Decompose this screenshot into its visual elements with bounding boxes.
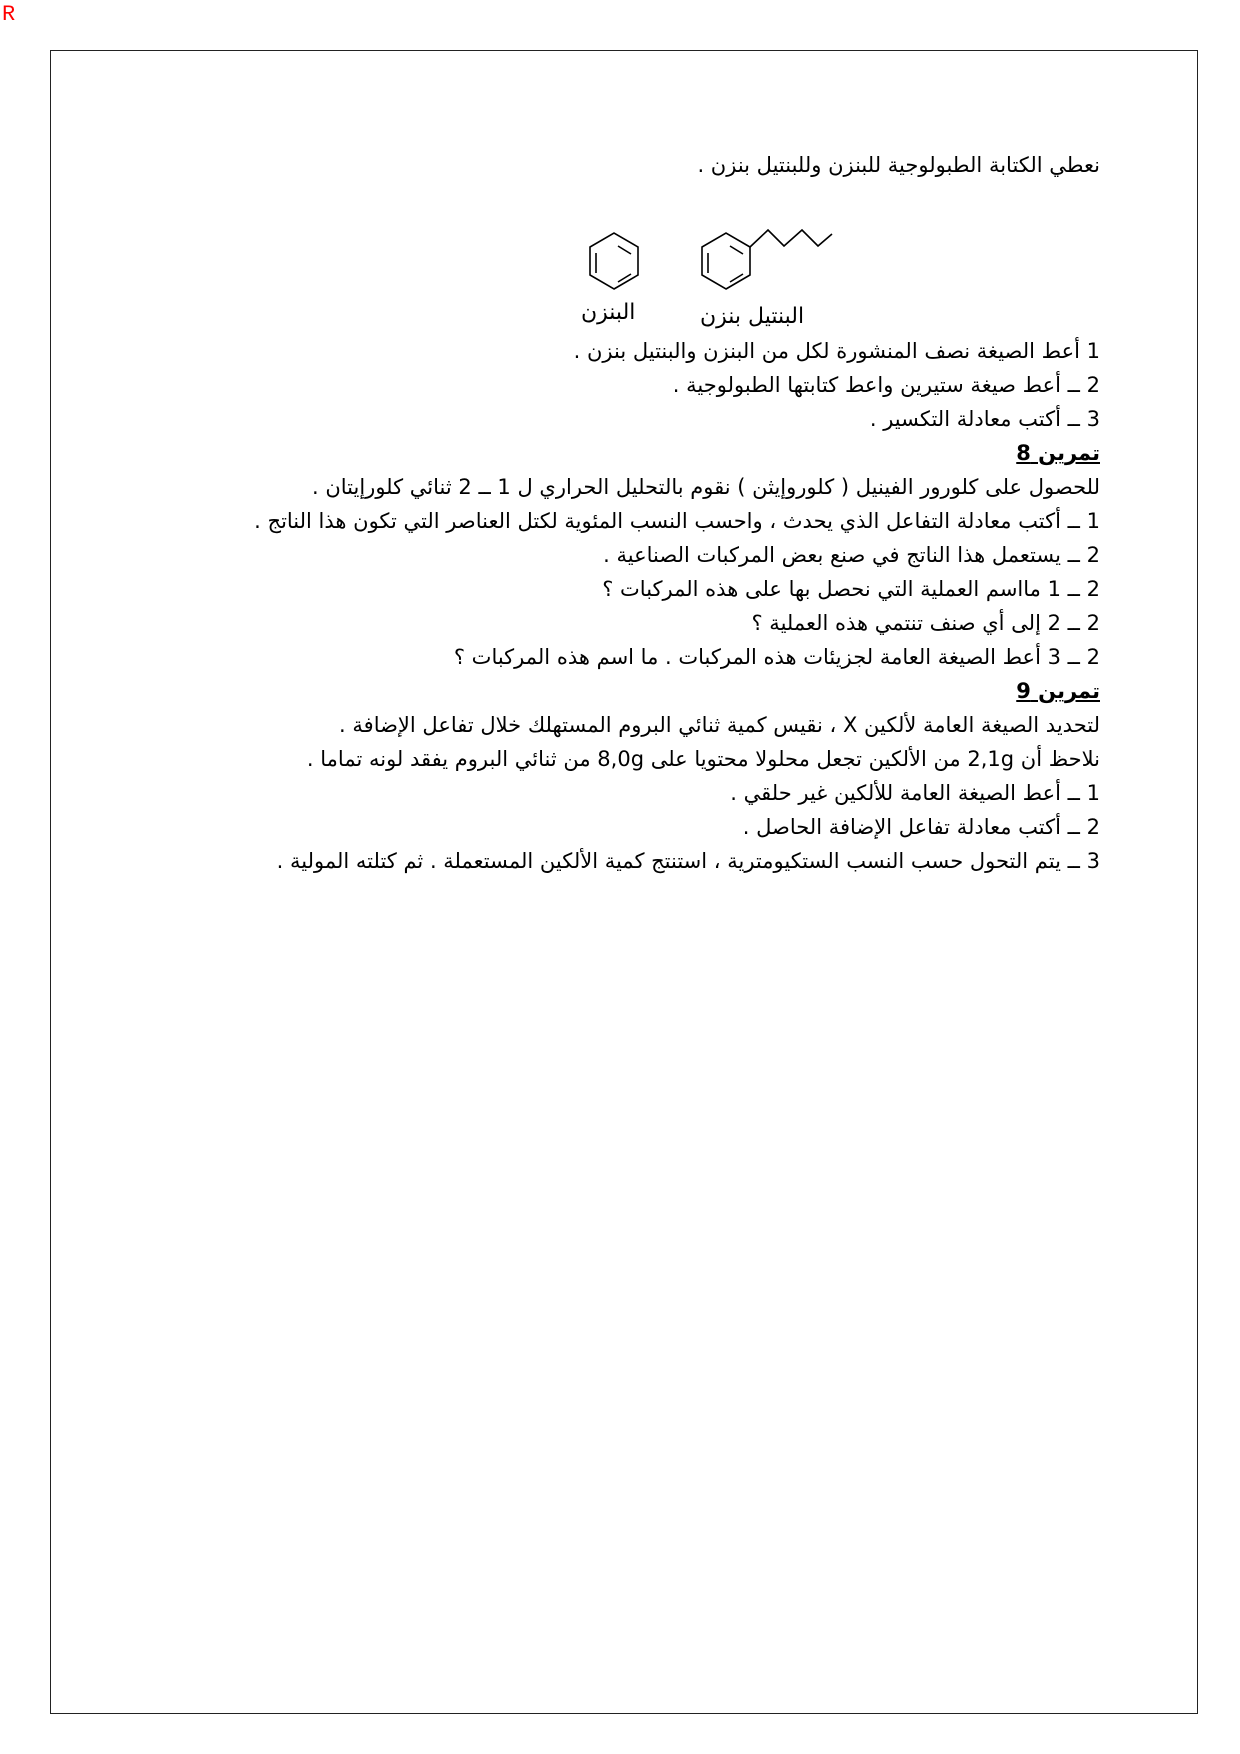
exercise8-item-2-1: 2 ــ 1 مااسم العملية التي نحصل بها على هذه المركبات ؟	[602, 577, 1100, 601]
exercise7-question-1: 1 أعط الصيغة نصف المنشورة لكل من البنزن والبنتيل بنزن .	[573, 339, 1100, 363]
exercise8-item-2-2: 2 ــ 2 إلى أي صنف تنتمي هذه العملية ؟	[751, 611, 1100, 635]
pentylbenzene-double-bond-2	[730, 246, 743, 254]
intro-text: نعطي الكتابة الطبولوجية للبنزن وللبنتيل بنزن .	[697, 153, 1100, 177]
benzene-label: البنزن	[581, 300, 636, 325]
pentylbenzene-ring	[702, 233, 750, 289]
exercise9-intro-2: نلاحظ أن 2,1g من الألكين تجعل محلولا محتويا على 8,0g من ثنائي البروم يفقد لونه تماما .	[306, 747, 1100, 771]
corner-mark: R	[2, 2, 16, 27]
exercise9-intro-1: لتحديد الصيغة العامة لألكين X ، نقيس كمية ثنائي البروم المستهلك خلال تفاعل الإضافة .	[339, 713, 1100, 737]
exercise7-question-2: 2 ــ أعط صيغة ستيرين واعط كتابتها الطبولوجية .	[672, 373, 1100, 397]
exercise9-heading: تمرين 9	[1016, 679, 1100, 703]
document-body	[172, 148, 1100, 878]
benzene-ring	[590, 233, 638, 289]
pentyl-chain	[750, 230, 832, 247]
benzene-double-bond-2	[618, 246, 631, 254]
pentylbenzene-structure	[702, 230, 832, 289]
exercise7-question-3: 3 ــ أكتب معادلة التكسير .	[869, 407, 1100, 431]
benzene-structure	[590, 233, 638, 289]
exercise8-intro: للحصول على كلورور الفينيل ( كلوروإيثن ) نقوم بالتحليل الحراري ل 1 ــ 2 ثنائي كلورإيتان .	[311, 475, 1100, 499]
molecules-drawing	[572, 182, 1042, 312]
exercise8-item-1: 1 ــ أكتب معادلة التفاعل الذي يحدث ، واحسب النسب المئوية لكتل العناصر التي تكون هذا الناتج .	[254, 509, 1100, 533]
topological-formulas-figure	[172, 182, 1100, 334]
exercise9-item-3: 3 ــ يتم التحول حسب النسب الستكيومترية ، استنتج كمية الألكين المستعملة . ثم كتلته المولية .	[276, 849, 1100, 873]
pentylbenzene-label: البنتيل بنزن	[700, 304, 805, 329]
exercise9-item-2: 2 ــ أكتب معادلة تفاعل الإضافة الحاصل .	[742, 815, 1100, 839]
exercise8-item-2: 2 ــ يستعمل هذا الناتج في صنع بعض المركبات الصناعية .	[603, 543, 1100, 567]
exercise8-item-2-3: 2 ــ 3 أعط الصيغة العامة لجزيئات هذه المركبات . ما اسم هذه المركبات ؟	[453, 645, 1100, 669]
exercise8-heading: تمرين 8	[1016, 441, 1100, 465]
exercise9-item-1: 1 ــ أعط الصيغة العامة للألكين غير حلقي .	[730, 781, 1100, 805]
